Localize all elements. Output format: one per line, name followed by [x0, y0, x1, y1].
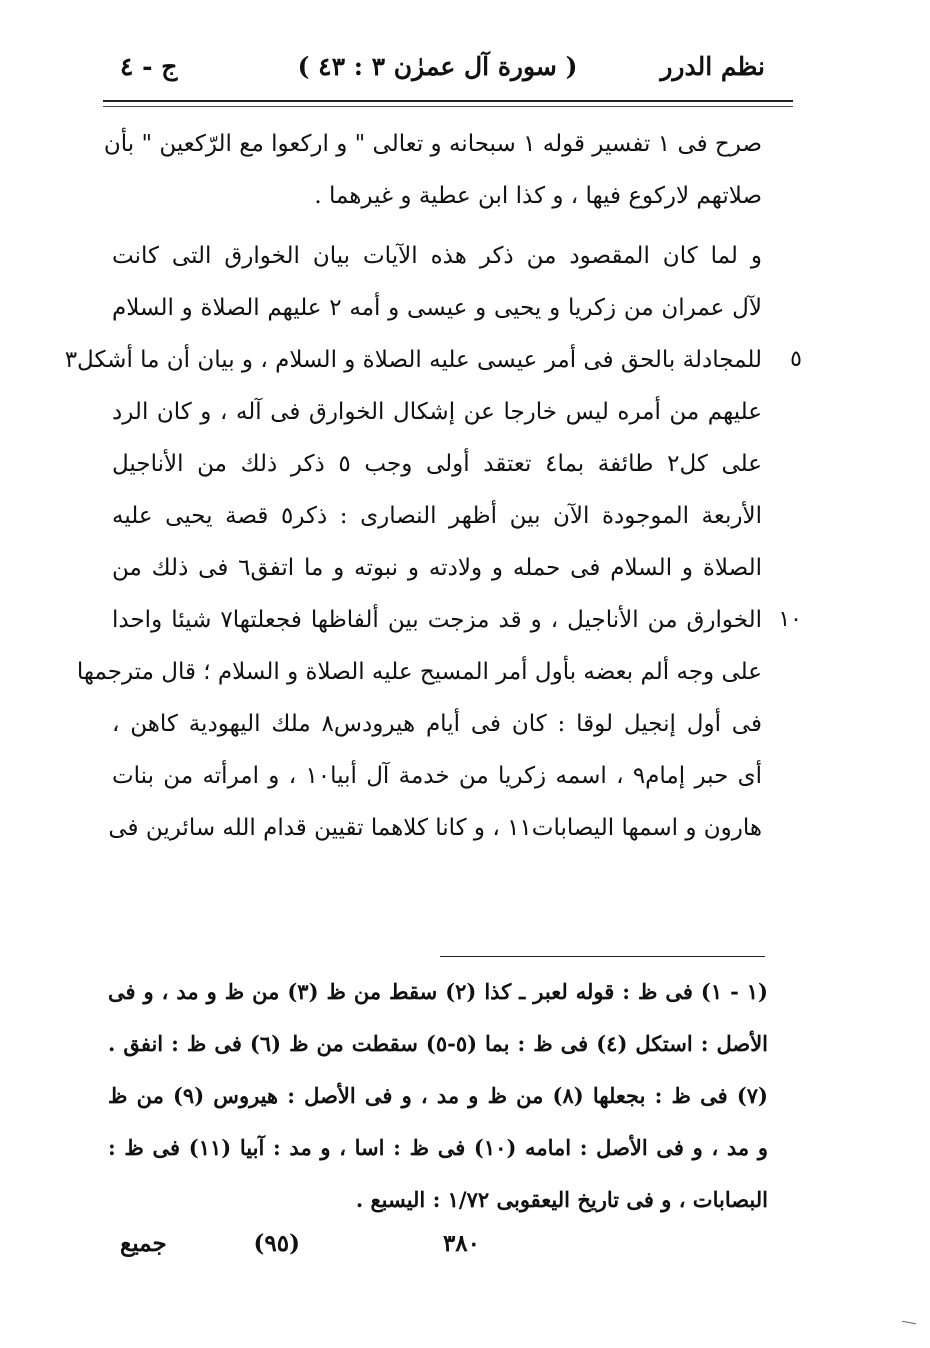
line-number: ٥	[790, 347, 802, 372]
text-line: أى حبر إمام٩ ، اسمه زكريا من خدمة آل أبيا١٠ ، و امرأته من بنات	[112, 763, 762, 789]
text-line: صرح فى ١ تفسير قوله ١ سبحانه و تعالى " و اركعوا مع الرّكعين " بأن	[103, 131, 762, 157]
main-text-lines	[64, 118, 802, 854]
signature-mark: (٩٥)	[253, 1230, 300, 1257]
text-line: لآل عمران من زكريا و يحيى و عيسى و أمه ٢ عليهم الصلاة و السلام	[112, 295, 762, 321]
text-line: ٥ للمجادلة بالحق فى أمر عيسى عليه الصلاة و السلام ، و بيان أن ما أشكل٣	[112, 334, 762, 386]
header-rule	[103, 100, 793, 102]
line-number: ١٠	[778, 607, 802, 632]
text-line: هارون و اسمها اليصابات١١ ، و كانا كلاهما تقيين قدام الله سائرين فى	[108, 815, 762, 841]
footnote-line: البصابات ، و فى تاريخ اليعقوبى ١/٧٢ : اليسبع .	[355, 1187, 768, 1212]
footnotes-block	[108, 966, 768, 1226]
footnote-rule	[440, 956, 765, 957]
main-text-block	[64, 118, 802, 854]
footnote-line: (٧) فى ظ : بجعلها (٨) من ظ و مد ، و فى الأصل : هيروس (٩) من ظ	[108, 1083, 768, 1108]
text-line: ١٠ الخوارق من الأناجيل ، و قد مزجت بين ألفاظها فجعلتها٧ شيئا واحدا	[112, 594, 762, 646]
footnote-line: (١ - ١) فى ظ : قوله لعبر ـ كذا (٢) سقط من ظ (٣) من ظ و مد ، و فى	[108, 979, 768, 1004]
header-rule-secondary	[103, 106, 793, 107]
header-book-title: نظم الدرر	[660, 52, 765, 81]
running-header	[110, 52, 765, 96]
text-line: على وجه ألم بعضه بأول أمر المسيح عليه الصلاة و السلام ؛ قال مترجمها	[76, 659, 762, 685]
text-line: الأربعة الموجودة الآن بين أظهر النصارى : ذكر٥ قصة يحيى عليه	[112, 503, 762, 529]
header-volume-number: ج - ٤	[120, 52, 178, 81]
footnote-line: الأصل : استكل (٤) فى ظ : بما (٥-٥) سقطت من ظ (٦) فى ظ : انفق .	[108, 1031, 769, 1056]
scan-mark	[902, 1321, 916, 1324]
header-surah-reference: ( سورة آل عمرٰن ٣ : ٤٣ )	[297, 52, 578, 81]
text-line: فى أول إنجيل لوقا : كان فى أيام هيرودس٨ ملك اليهودية كاهن ،	[112, 711, 762, 737]
catchword: جميع	[120, 1230, 167, 1257]
text-line: على كل٢ طائفة بما٤ تعتقد أولى وجب ٥ ذكر ذلك من الأناجيل	[112, 451, 762, 477]
footnote-line: و مد ، و فى الأصل : امامه (١٠) فى ظ : اسا ، و مد : آبيا (١١) فى ظ :	[108, 1135, 768, 1160]
text-line: الصلاة و السلام فى حمله و ولادته و نبوته و ما اتفق٦ فى ذلك من	[112, 555, 762, 581]
text-line: صلاتهم لاركوع فيها ، و كذا ابن عطية و غيرهما .	[314, 183, 762, 209]
text-line: عليهم من أمره ليس خارجا عن إشكال الخوارق فى آله ، و كان الرد	[112, 399, 762, 425]
page-number: ٣٨٠	[442, 1230, 480, 1257]
page-footer	[110, 1230, 770, 1270]
text-line: و لما كان المقصود من ذكر هذه الآيات بيان الخوارق التى كانت	[112, 243, 762, 269]
